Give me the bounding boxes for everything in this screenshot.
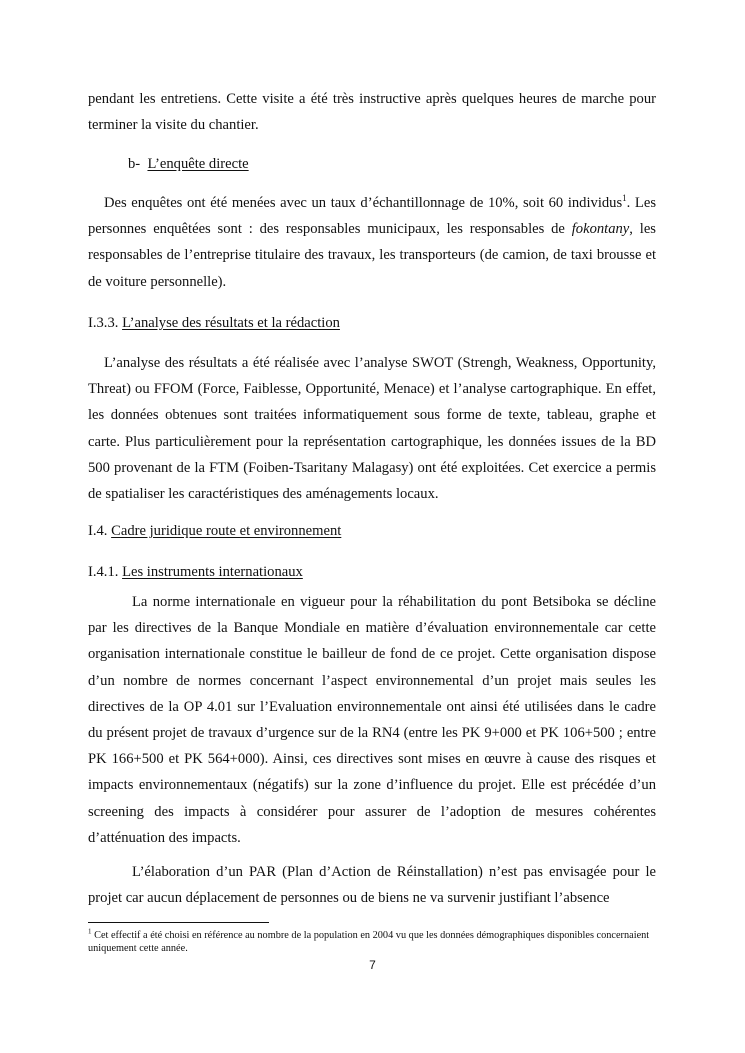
text-enquetes-main: Des enquêtes ont été menées avec un taux d’échantillonnage de 10%, soit 60 individus <box>104 195 623 211</box>
heading-title: Cadre juridique route et environnement <box>111 523 342 539</box>
footnote-number: 1 <box>88 927 92 936</box>
footnote-ref: 1 <box>622 193 627 204</box>
text-fokontany: fokontany <box>571 221 630 238</box>
paragraph-analyse: L’analyse des résultats a été réalisée avec l’analyse SWOT (Strengh, Weakness, Opportunity, Threat) ou FFOM (Force, Faiblesse, Opportunité, Menace) et l’analyse cartographique. En effet, les données obtenues sont traitées informatiquement sous forme de texte, tableau, graphe et carte. Plus particulièrement pour la représentation cartographique, les données issues de la BD 500 provenant de la FTM (Foiben-Tsaritany Malagasy) ont été exploitées. Cet exercice a permis de spatialiser les caractéristiques des aménagements locaux. <box>88 355 656 503</box>
footnote <box>88 929 656 955</box>
heading-title: L’analyse des résultats et la rédaction <box>122 315 340 331</box>
text-enquetes-end: . Les personnes enquêtées sont : des responsables municipaux, les responsables de <box>88 195 656 238</box>
heading-i33 <box>88 313 340 333</box>
heading-enquete-directe <box>128 154 249 174</box>
footnote-separator <box>88 922 269 923</box>
heading-number: I.4. <box>88 523 108 539</box>
heading-number: I.3.3. <box>88 315 119 331</box>
paragraph-norme: La norme internationale en vigueur pour la réhabilitation du pont Betsiboka se décline par les directives de la Banque Mondiale en matière d’évaluation environnementale car cette organisation internationale constitue le bailleur de fond de ce projet. Cette organisation dispose d’un nombre de normes concernant l’aspect environnemental d’un projet mais seules les directives de la OP 4.01 sur l’Evaluation environnementale ont ainsi été utilisées dans le cadre du présent projet de travaux d’urgence sur de la RN4 (entre les PK 9+000 et PK 106+500 ; entre PK 166+500 et PK 564+000). Ainsi, ces directives sont mises en œuvre à cause des risques et impacts environnementaux (négatifs) sur la zone d’influence du projet. Elle est précédée d’un screening des impacts à considérer pour assurer de l’adoption de mesures cohérentes d’atténuation des impacts. <box>88 594 656 846</box>
footnote-text: Cet effectif a été choisi en référence au nombre de la population en 2004 vu que les données démographiques disponibles concernaient uniquement cette année. <box>88 930 650 954</box>
paragraph-par: L’élaboration d’un PAR (Plan d’Action de Réinstallation) n’est pas envisagée pour le projet car aucun déplacement de personnes ou de biens ne va survenir justifiant l’absence <box>88 864 656 907</box>
page-number: 7 <box>369 958 376 972</box>
heading-title: L’enquête directe <box>147 156 249 172</box>
heading-number: I.4.1. <box>88 564 119 580</box>
paragraph-intro-continuation: pendant les entretiens. Cette visite a été très instructive après quelques heures de marche pour terminer la visite du chantier. <box>88 91 656 134</box>
heading-i41 <box>88 562 303 582</box>
heading-i4 <box>88 521 341 541</box>
paragraph-enquetes <box>88 190 656 295</box>
text-enquetes-tail: , les responsables de l’entreprise titulaire des travaux, les transporteurs (de camion, de taxi brousse et de voiture personnelle). <box>88 221 656 290</box>
heading-title: Les instruments internationaux <box>122 564 303 580</box>
heading-prefix: b- <box>128 156 141 172</box>
